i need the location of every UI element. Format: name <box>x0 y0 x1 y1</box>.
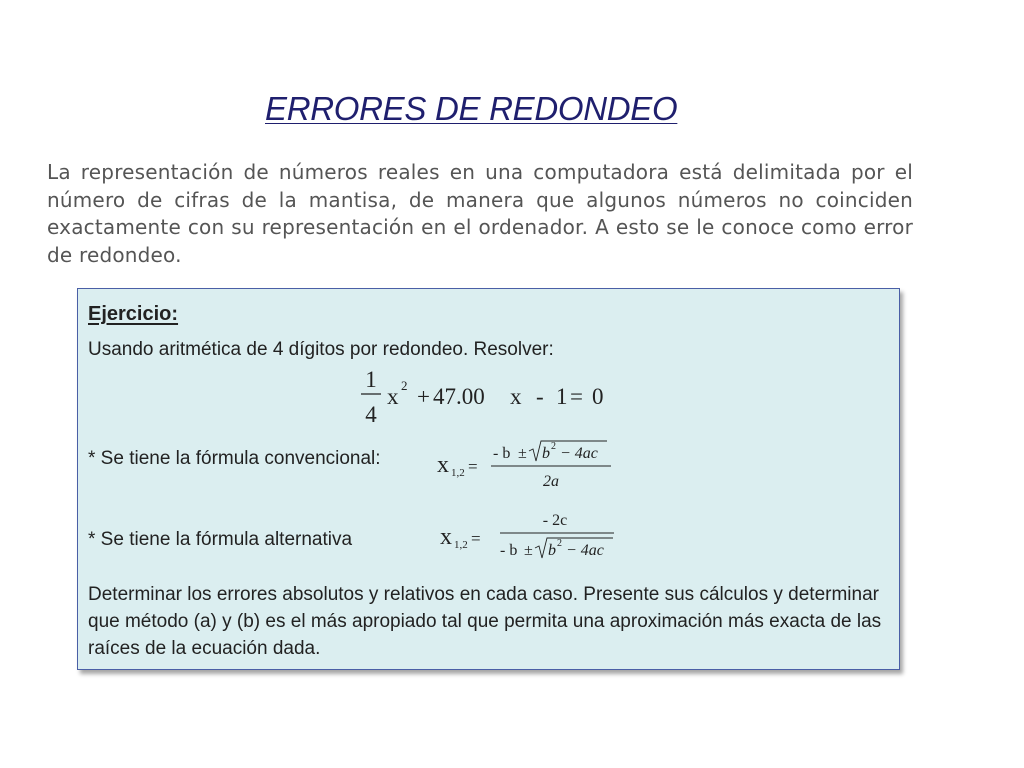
conv-radicand-rest: − 4ac <box>560 445 598 462</box>
alt-plus-minus: ± <box>524 542 533 559</box>
slide-title: ERRORES DE REDONDEO <box>265 90 678 127</box>
alt-radicand-exp: 2 <box>557 538 562 549</box>
conv-denominator: 2a <box>543 473 559 490</box>
eq-mid-coef: 47.00 <box>433 384 485 409</box>
conv-radicand-b: b <box>542 445 550 462</box>
conv-lhs-sub: 1,2 <box>451 467 465 479</box>
alt-lhs-equals: = <box>471 529 481 548</box>
intro-paragraph: La representación de números reales en una computadora está delimitada por el número de cifras de la mantisa, de manera que algunos números no coinciden exactamente con su representación en el ordenador. A esto se le conoce como error de redondeo. <box>47 160 913 267</box>
conventional-label: * Se tiene la fórmula convencional: <box>88 448 381 469</box>
conv-radicand-exp: 2 <box>551 441 556 452</box>
eq-plus: + <box>417 384 430 409</box>
exercise-box <box>77 288 900 670</box>
eq-exponent: 2 <box>401 378 408 393</box>
alt-lhs-sub: 1,2 <box>454 539 468 551</box>
eq-coef-numerator: 1 <box>365 367 377 392</box>
alternative-formula <box>438 505 638 563</box>
alt-radicand-rest: − 4ac <box>566 542 604 559</box>
eq-equals: = <box>570 384 583 409</box>
alt-den-prefix: - b <box>500 542 518 559</box>
eq-constant: 1 <box>556 384 568 409</box>
conv-lhs-x: x <box>437 452 449 478</box>
conv-num-prefix: - b <box>493 445 511 462</box>
exercise-heading: Ejercicio: <box>88 303 179 325</box>
alt-radicand-b: b <box>548 542 556 559</box>
exercise-conclusion: Determinar los errores absolutos y relativos en cada caso. Presente sus cálculos y determinar que método (a) y (b) es el más apropiado tal que permita una aproximación más exacta de las raíces de la ecuación dada. <box>88 584 882 659</box>
eq-coef-denominator: 4 <box>365 402 377 427</box>
eq-minus: - <box>536 384 544 409</box>
alternative-label: * Se tiene la fórmula alternativa <box>88 529 353 550</box>
eq-var-x: x <box>387 384 399 409</box>
conv-plus-minus: ± <box>518 445 527 462</box>
quadratic-equation <box>358 365 618 431</box>
conventional-formula <box>435 435 635 491</box>
eq-var-x2: x <box>510 384 522 409</box>
alt-lhs-x: x <box>440 524 452 550</box>
eq-zero: 0 <box>592 384 604 409</box>
exercise-statement: Usando aritmética de 4 dígitos por redondeo. Resolver: <box>88 339 554 360</box>
alt-numerator: - 2c <box>542 512 568 529</box>
conv-lhs-equals: = <box>468 457 478 476</box>
